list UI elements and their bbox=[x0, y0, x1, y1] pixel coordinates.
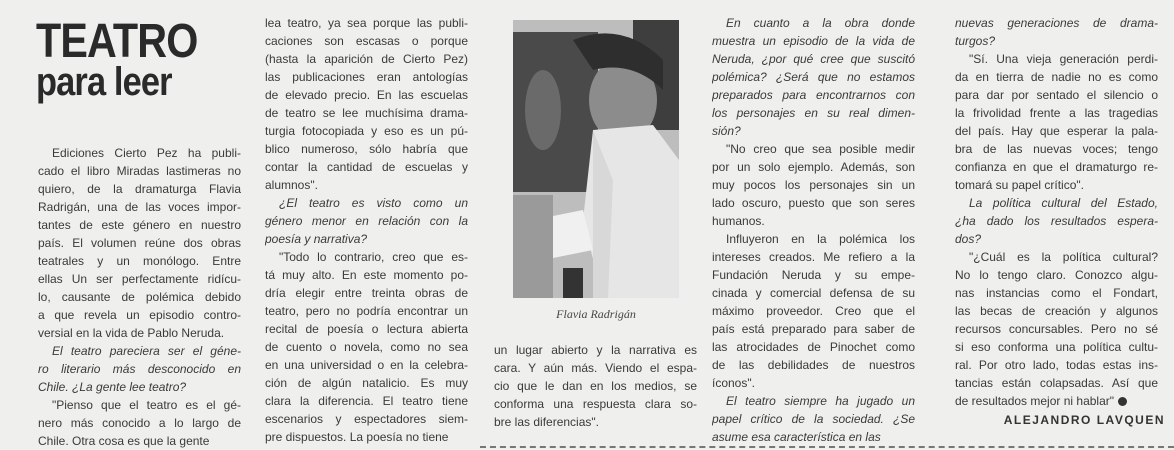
text-line-content: país. El volumen reúne dos obras bbox=[38, 236, 241, 250]
text-line-content: los personajes en su real dimen- bbox=[712, 106, 915, 120]
text-line-content: del país. Hay que esperar la pala- bbox=[955, 124, 1158, 138]
text-line bbox=[265, 32, 468, 50]
text-line-content: sión? bbox=[712, 124, 741, 138]
text-line bbox=[494, 341, 697, 359]
text-line-content: tantes de este género en nuestro bbox=[38, 218, 241, 232]
text-line-content: muy pocos los personajes sin un bbox=[712, 178, 915, 192]
text-line bbox=[955, 122, 1158, 140]
text-line bbox=[955, 266, 1158, 284]
text-line bbox=[955, 50, 1158, 68]
text-line-content: alumnos". bbox=[265, 178, 318, 192]
article-column-5 bbox=[955, 14, 1158, 410]
text-line-content: "Todo lo contrario, creo que es- bbox=[279, 250, 468, 264]
text-line bbox=[712, 32, 915, 50]
interview-answer bbox=[712, 230, 915, 392]
text-line bbox=[494, 377, 697, 395]
text-line-content: la frivolidad frente a las tragedias bbox=[955, 106, 1158, 120]
text-line bbox=[38, 342, 241, 360]
interview-answer bbox=[38, 144, 241, 342]
text-line-content: da en tierra de nadie no es como bbox=[955, 70, 1158, 84]
text-line-content: en una universidad o en la celebra- bbox=[265, 358, 468, 372]
text-line-content: ro literario más desconocido en bbox=[38, 362, 241, 376]
text-line bbox=[494, 359, 697, 377]
text-line-content: dos? bbox=[955, 232, 982, 246]
bottom-divider bbox=[480, 446, 1174, 448]
text-line bbox=[712, 122, 915, 140]
text-line-content: cado el libro Miradas lastimeras no bbox=[38, 164, 241, 178]
text-line-content: ellas Un ser perfectamente ridícu- bbox=[38, 272, 241, 286]
text-line bbox=[955, 284, 1158, 302]
text-line-content: Radrigán, una de las voces impor- bbox=[38, 200, 241, 214]
text-line bbox=[955, 248, 1158, 266]
text-line bbox=[712, 374, 915, 392]
article-column-4 bbox=[712, 14, 915, 446]
text-line bbox=[494, 395, 697, 413]
text-line bbox=[955, 32, 1158, 50]
text-line bbox=[38, 414, 241, 432]
text-line bbox=[265, 176, 468, 194]
text-line-content: La política cultural del Estado, bbox=[969, 196, 1158, 210]
text-line bbox=[955, 14, 1158, 32]
text-line-content: confianza en que el dramaturgo re- bbox=[955, 160, 1158, 174]
text-line-content: tomará su papel crítico". bbox=[955, 178, 1084, 192]
author-byline: ALEJANDRO LAVQUEN bbox=[1003, 413, 1165, 427]
text-line bbox=[712, 392, 915, 410]
text-line-content: teatro, pero no podría encontrar un bbox=[265, 304, 468, 318]
text-line-content: Fundación Neruda y su empe- bbox=[712, 268, 915, 282]
text-line-content: nas instancias como el Fondart, bbox=[955, 286, 1158, 300]
text-line bbox=[265, 212, 468, 230]
text-line-content: recursos concursables. Pero no sé bbox=[955, 322, 1158, 336]
text-line-content: versial en la vida de Pablo Neruda. bbox=[38, 326, 225, 340]
text-line bbox=[494, 413, 697, 431]
text-line-content: cinada y comercial defensa de su bbox=[712, 286, 915, 300]
text-line bbox=[712, 212, 915, 230]
text-line bbox=[38, 360, 241, 378]
text-line bbox=[38, 270, 241, 288]
text-line-content: polémica? ¿Será que no estamos bbox=[712, 70, 915, 84]
text-line bbox=[38, 306, 241, 324]
text-line-content: quiero, de la dramaturga Flavia bbox=[38, 182, 241, 196]
text-line-content: Chile. Otra cosa es que la gente bbox=[38, 434, 210, 448]
text-line-content: lea teatro, ya sea porque las publi- bbox=[265, 16, 468, 30]
text-line-content: humanos. bbox=[712, 214, 765, 228]
article-column-2 bbox=[265, 14, 468, 446]
text-line-content: género menor en relación con la bbox=[265, 214, 468, 228]
text-line-content: las becas de creación y algunos bbox=[955, 304, 1158, 318]
text-line bbox=[265, 248, 468, 266]
interview-question bbox=[38, 342, 241, 396]
interview-answer bbox=[494, 341, 697, 431]
text-line-content: bre las diferencias". bbox=[494, 415, 599, 429]
headline-subtitle: para leer bbox=[36, 60, 172, 104]
text-line-content: blico numeroso, sólo habría que bbox=[265, 142, 468, 156]
text-line-content: Influyeron en la polémica los bbox=[726, 232, 915, 246]
text-line-content: conforma una respuesta clara so- bbox=[494, 397, 697, 411]
text-line bbox=[265, 50, 468, 68]
text-line bbox=[38, 162, 241, 180]
text-line-content: "Pienso que el teatro es el gé- bbox=[52, 398, 241, 412]
text-line bbox=[265, 284, 468, 302]
text-line bbox=[955, 356, 1158, 374]
end-of-article-bullet-icon bbox=[1118, 397, 1127, 406]
text-line-content: escenarios y espectadores siem- bbox=[265, 412, 468, 426]
text-line-content: pre dispuestos. La poesía no tiene bbox=[265, 430, 449, 444]
text-line-content: No lo tengo claro. Conozco algu- bbox=[955, 268, 1158, 282]
text-line bbox=[712, 140, 915, 158]
text-line-content: teatrales y un monólogo. Entre bbox=[38, 254, 241, 268]
text-line bbox=[955, 230, 1158, 248]
text-line-content: íconos". bbox=[712, 376, 755, 390]
text-line-content: contar la cantidad de escuelas y bbox=[265, 160, 468, 174]
text-line bbox=[712, 248, 915, 266]
text-line bbox=[955, 176, 1158, 194]
text-line-content: país está preparado para saber de bbox=[712, 322, 915, 336]
text-line-content: "Sí. Una vieja generación perdi- bbox=[969, 52, 1158, 66]
interview-answer bbox=[955, 248, 1158, 410]
text-line-content: de cuento o novela, como no sea bbox=[265, 340, 468, 354]
text-line bbox=[265, 158, 468, 176]
text-line bbox=[265, 194, 468, 212]
text-line-content: de teatro se lee muchísima drama- bbox=[265, 106, 468, 120]
text-line-content: En cuanto a la obra donde bbox=[726, 16, 915, 30]
interview-question bbox=[712, 14, 915, 140]
interview-answer bbox=[955, 50, 1158, 194]
text-line bbox=[265, 86, 468, 104]
text-line bbox=[955, 302, 1158, 320]
text-line bbox=[712, 14, 915, 32]
text-line bbox=[265, 302, 468, 320]
text-line bbox=[712, 176, 915, 194]
text-line bbox=[265, 14, 468, 32]
text-line bbox=[955, 338, 1158, 356]
interview-question bbox=[265, 194, 468, 248]
text-line-content: tá muy alto. En este momento po- bbox=[265, 268, 468, 282]
text-line bbox=[265, 230, 468, 248]
text-line-content: a que revela un episodio contro- bbox=[38, 308, 241, 322]
text-line bbox=[38, 396, 241, 414]
text-line bbox=[265, 410, 468, 428]
text-line bbox=[38, 432, 241, 450]
text-line bbox=[712, 428, 915, 446]
interview-answer bbox=[265, 14, 468, 194]
text-line-content: asume esa característica en las bbox=[712, 430, 881, 444]
text-line-content: nero más conocido a lo largo de bbox=[38, 416, 241, 430]
text-line bbox=[712, 158, 915, 176]
text-line bbox=[265, 68, 468, 86]
text-line-content: El teatro siempre ha jugado un bbox=[726, 394, 915, 408]
text-line-content: ral. Por otro lado, todas estas ins- bbox=[955, 358, 1158, 372]
headline-title: TEATRO bbox=[36, 15, 198, 68]
text-line-content: ¿El teatro es visto como un bbox=[279, 196, 468, 210]
text-line bbox=[955, 320, 1158, 338]
text-line bbox=[712, 302, 915, 320]
text-line-content: ción de algún natalicio. Es muy bbox=[265, 376, 468, 390]
text-line-content: turgos? bbox=[955, 34, 996, 48]
text-line-content: Neruda, ¿por qué cree que suscitó bbox=[712, 52, 915, 66]
text-line-content: "No creo que sea posible medir bbox=[726, 142, 915, 156]
text-line bbox=[38, 216, 241, 234]
text-line-content: de las debilidades de nuestros bbox=[712, 358, 915, 372]
interview-answer bbox=[38, 396, 241, 450]
portrait-image bbox=[513, 20, 679, 298]
text-line-content: (hasta la aparición de Cierto Pez) bbox=[265, 52, 468, 66]
text-line-content: por un solo ejemplo. Además, son bbox=[712, 160, 915, 174]
text-line bbox=[38, 378, 241, 396]
interview-answer bbox=[265, 248, 468, 446]
text-line-content: dría elegir entre treinta obras de bbox=[265, 286, 468, 300]
text-line-content: intereses creados. Me refiero a la bbox=[712, 250, 915, 264]
article-column-1 bbox=[38, 144, 241, 450]
text-line-content: turgia fotocopiada y eso es un pú- bbox=[265, 124, 468, 138]
text-line bbox=[712, 50, 915, 68]
text-line-content: recital de poesía o lectura abierta bbox=[265, 322, 468, 336]
text-line-content: muestra un episodio de la vida de bbox=[712, 34, 915, 48]
text-line bbox=[712, 230, 915, 248]
text-line bbox=[38, 180, 241, 198]
text-line bbox=[955, 392, 1158, 410]
text-line-content: lo, causante de polémica debido bbox=[38, 290, 241, 304]
text-line bbox=[265, 140, 468, 158]
text-line bbox=[265, 266, 468, 284]
text-line-content: para dar por sentado el silencio o bbox=[955, 88, 1158, 102]
text-line bbox=[265, 356, 468, 374]
text-line bbox=[955, 86, 1158, 104]
text-line bbox=[955, 212, 1158, 230]
text-line bbox=[712, 194, 915, 212]
text-line bbox=[38, 144, 241, 162]
text-line-content: Ediciones Cierto Pez ha publi- bbox=[52, 146, 241, 160]
text-line bbox=[265, 428, 468, 446]
article-column-3 bbox=[494, 341, 697, 431]
text-line-content: bra de las nuevas voces; tengo bbox=[955, 142, 1158, 156]
text-line bbox=[38, 234, 241, 252]
text-line bbox=[265, 122, 468, 140]
text-line-content: si eso conforma una política cultu- bbox=[955, 340, 1158, 354]
text-line bbox=[955, 68, 1158, 86]
text-line-content: tancias están colapsadas. Así que bbox=[955, 376, 1158, 390]
text-line bbox=[265, 320, 468, 338]
text-line-content: Chile. ¿La gente lee teatro? bbox=[38, 380, 187, 394]
text-line-content: ¿ha dado los resultados espera- bbox=[955, 214, 1158, 228]
text-line-content: las atrocidades de Pinochet como bbox=[712, 340, 915, 354]
interview-answer bbox=[712, 140, 915, 230]
text-line-content: cara. Y aún más. Viendo el espa- bbox=[494, 361, 697, 375]
text-line-content: clara la diferencia. El teatro tiene bbox=[265, 394, 468, 408]
text-line bbox=[38, 324, 241, 342]
text-line-content: las publicaciones eran antologías bbox=[265, 70, 468, 84]
text-line bbox=[955, 374, 1158, 392]
text-line bbox=[265, 392, 468, 410]
text-line bbox=[955, 194, 1158, 212]
text-line-content: de resultados mejor ni hablar" bbox=[955, 394, 1115, 408]
text-line-content: un lugar abierto y la narrativa es bbox=[494, 343, 697, 357]
text-line-content: poesía y narrativa? bbox=[265, 232, 368, 246]
text-line bbox=[712, 410, 915, 428]
text-line-content: papel crítico de la sociedad. ¿Se bbox=[712, 412, 915, 426]
text-line bbox=[712, 356, 915, 374]
text-line-content: "¿Cuál es la política cultural? bbox=[969, 250, 1158, 264]
interview-question bbox=[955, 14, 1158, 50]
text-line bbox=[265, 104, 468, 122]
text-line bbox=[712, 338, 915, 356]
text-line-content: de elevado precio. En las escuelas bbox=[265, 88, 468, 102]
text-line bbox=[38, 198, 241, 216]
text-line bbox=[955, 158, 1158, 176]
text-line bbox=[265, 374, 468, 392]
photo-caption: Flavia Radrigán bbox=[556, 307, 636, 321]
text-line bbox=[712, 104, 915, 122]
text-line-content: caciones son escasas o porque bbox=[265, 34, 468, 48]
text-line-content: lado oscuro, puesto que son seres bbox=[712, 196, 915, 210]
text-line bbox=[712, 68, 915, 86]
text-line bbox=[712, 266, 915, 284]
text-line bbox=[38, 252, 241, 270]
interview-question bbox=[955, 194, 1158, 248]
text-line bbox=[712, 320, 915, 338]
text-line bbox=[955, 104, 1158, 122]
interview-question bbox=[712, 392, 915, 446]
text-line bbox=[712, 284, 915, 302]
text-line-content: nuevas generaciones de drama- bbox=[955, 16, 1158, 30]
text-line bbox=[955, 140, 1158, 158]
text-line-content: máximo proveedor. Creo que el bbox=[712, 304, 915, 318]
text-line-content: cio que le dan en los medios, se bbox=[494, 379, 697, 393]
text-line-content: El teatro pareciera ser el géne- bbox=[52, 344, 241, 358]
text-line bbox=[265, 338, 468, 356]
text-line bbox=[712, 86, 915, 104]
text-line bbox=[38, 288, 241, 306]
author-photo bbox=[513, 20, 679, 298]
text-line-content: preparados para encontrarnos con bbox=[712, 88, 915, 102]
